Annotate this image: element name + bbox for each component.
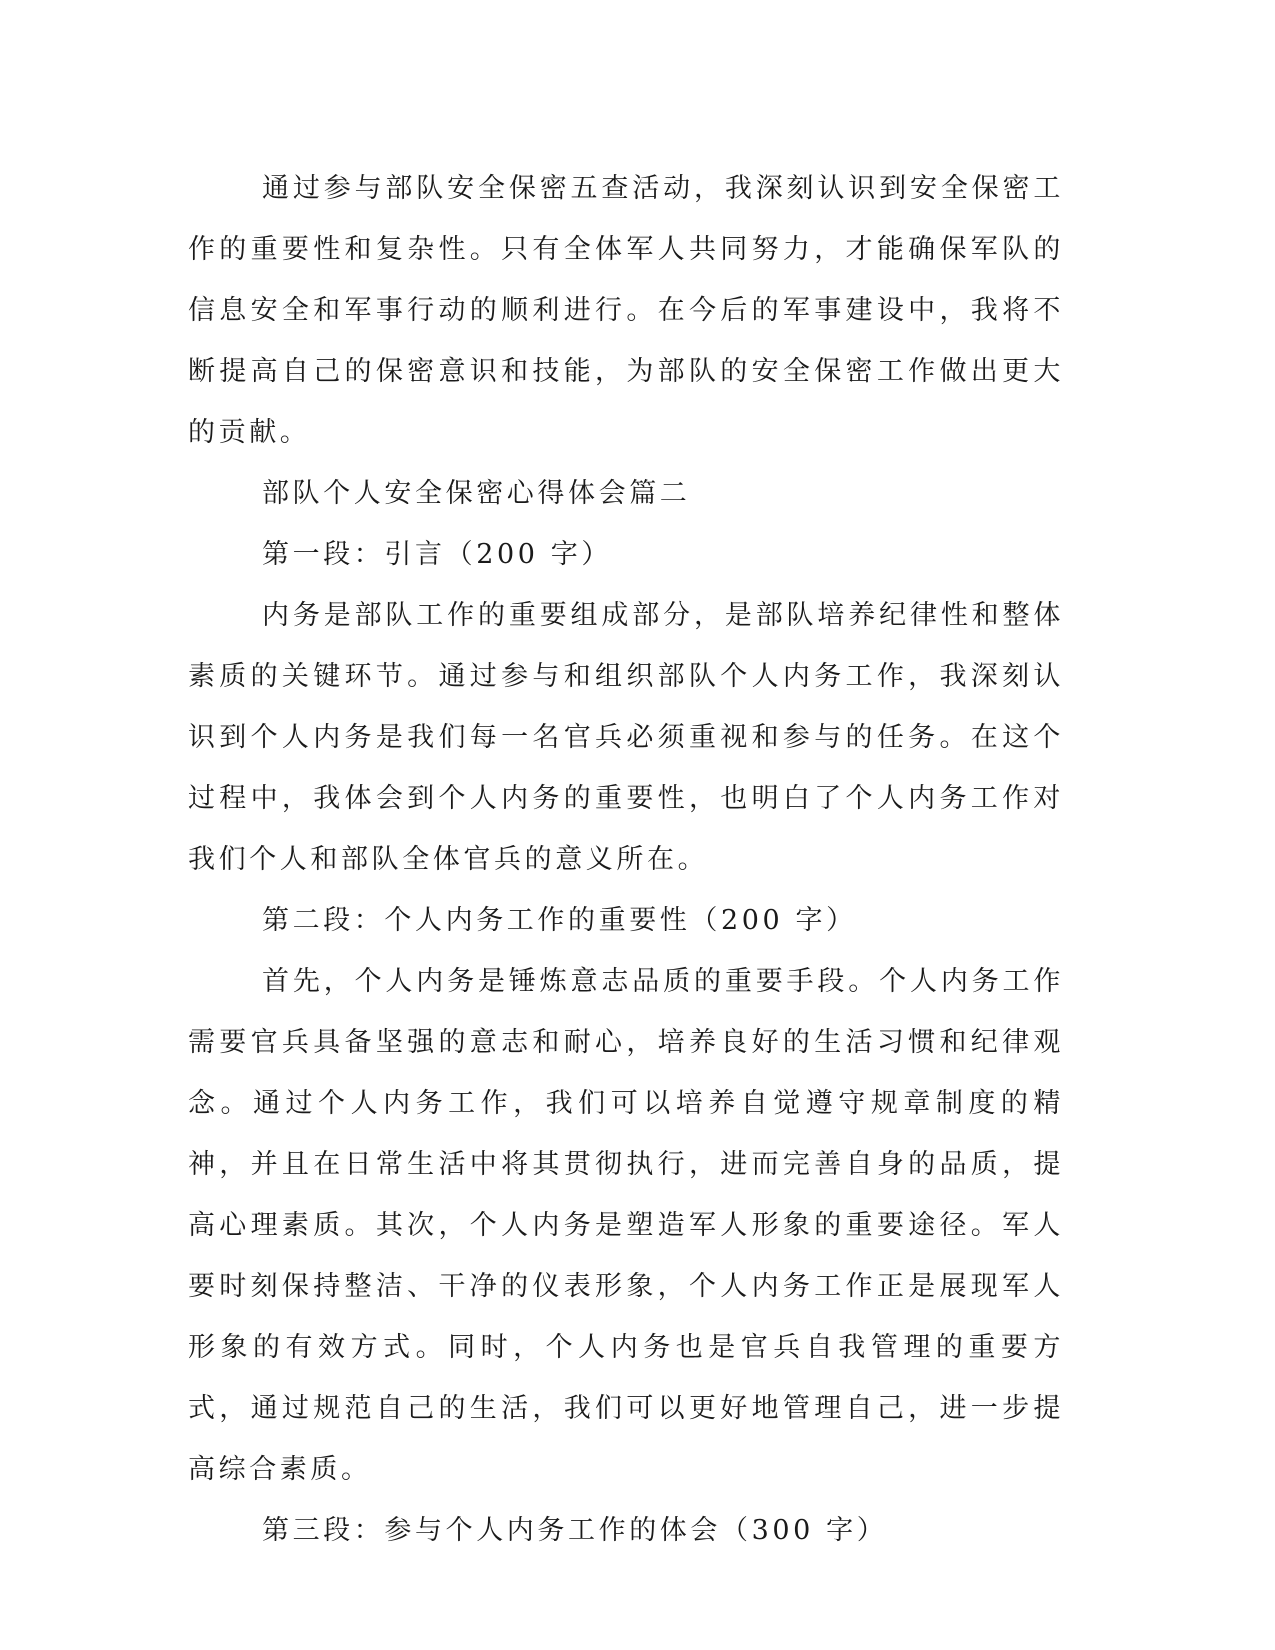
paragraph-importance: 首先，个人内务是锤炼意志品质的重要手段。个人内务工作需要官兵具备坚强的意志和耐心，培养良好的生活习惯和纪律观念。通过个人内务工作，我们可以培养自觉遵守规章制度的精神，并且在日常生活中将其贯彻执行，进而完善自身的品质，提高心理素质。其次，个人内务是塑造军人形象的重要途径。军人要时刻保持整洁、干净的仪表形象，个人内务工作正是展现军人形象的有效方式。同时，个人内务也是官兵自我管理的重要方式，通过规范自己的生活，我们可以更好地管理自己，进一步提高综合素质。 [188,966,1064,1485]
paragraph-conclusion: 通过参与部队安全保密五查活动，我深刻认识到安全保密工作的重要性和复杂性。只有全体军人共同努力，才能确保军队的信息安全和军事行动的顺利进行。在今后的军事建设中，我将不断提高自己的保密意识和技能，为部队的安全保密工作做出更大的贡献。 [188,173,1064,448]
document-body [188,158,1064,1561]
heading-part-three: 第三段：参与个人内务工作的体会（300 字） [262,1515,888,1546]
section-title: 部队个人安全保密心得体会篇二 [262,478,691,509]
heading-part-one: 第一段：引言（200 字） [262,539,612,570]
heading-part-two: 第二段：个人内务工作的重要性（200 字） [262,905,857,936]
paragraph-introduction: 内务是部队工作的重要组成部分，是部队培养纪律性和整体素质的关键环节。通过参与和组织部队个人内务工作，我深刻认识到个人内务是我们每一名官兵必须重视和参与的任务。在这个过程中，我体会到个人内务的重要性，也明白了个人内务工作对我们个人和部队全体官兵的意义所在。 [188,600,1064,875]
